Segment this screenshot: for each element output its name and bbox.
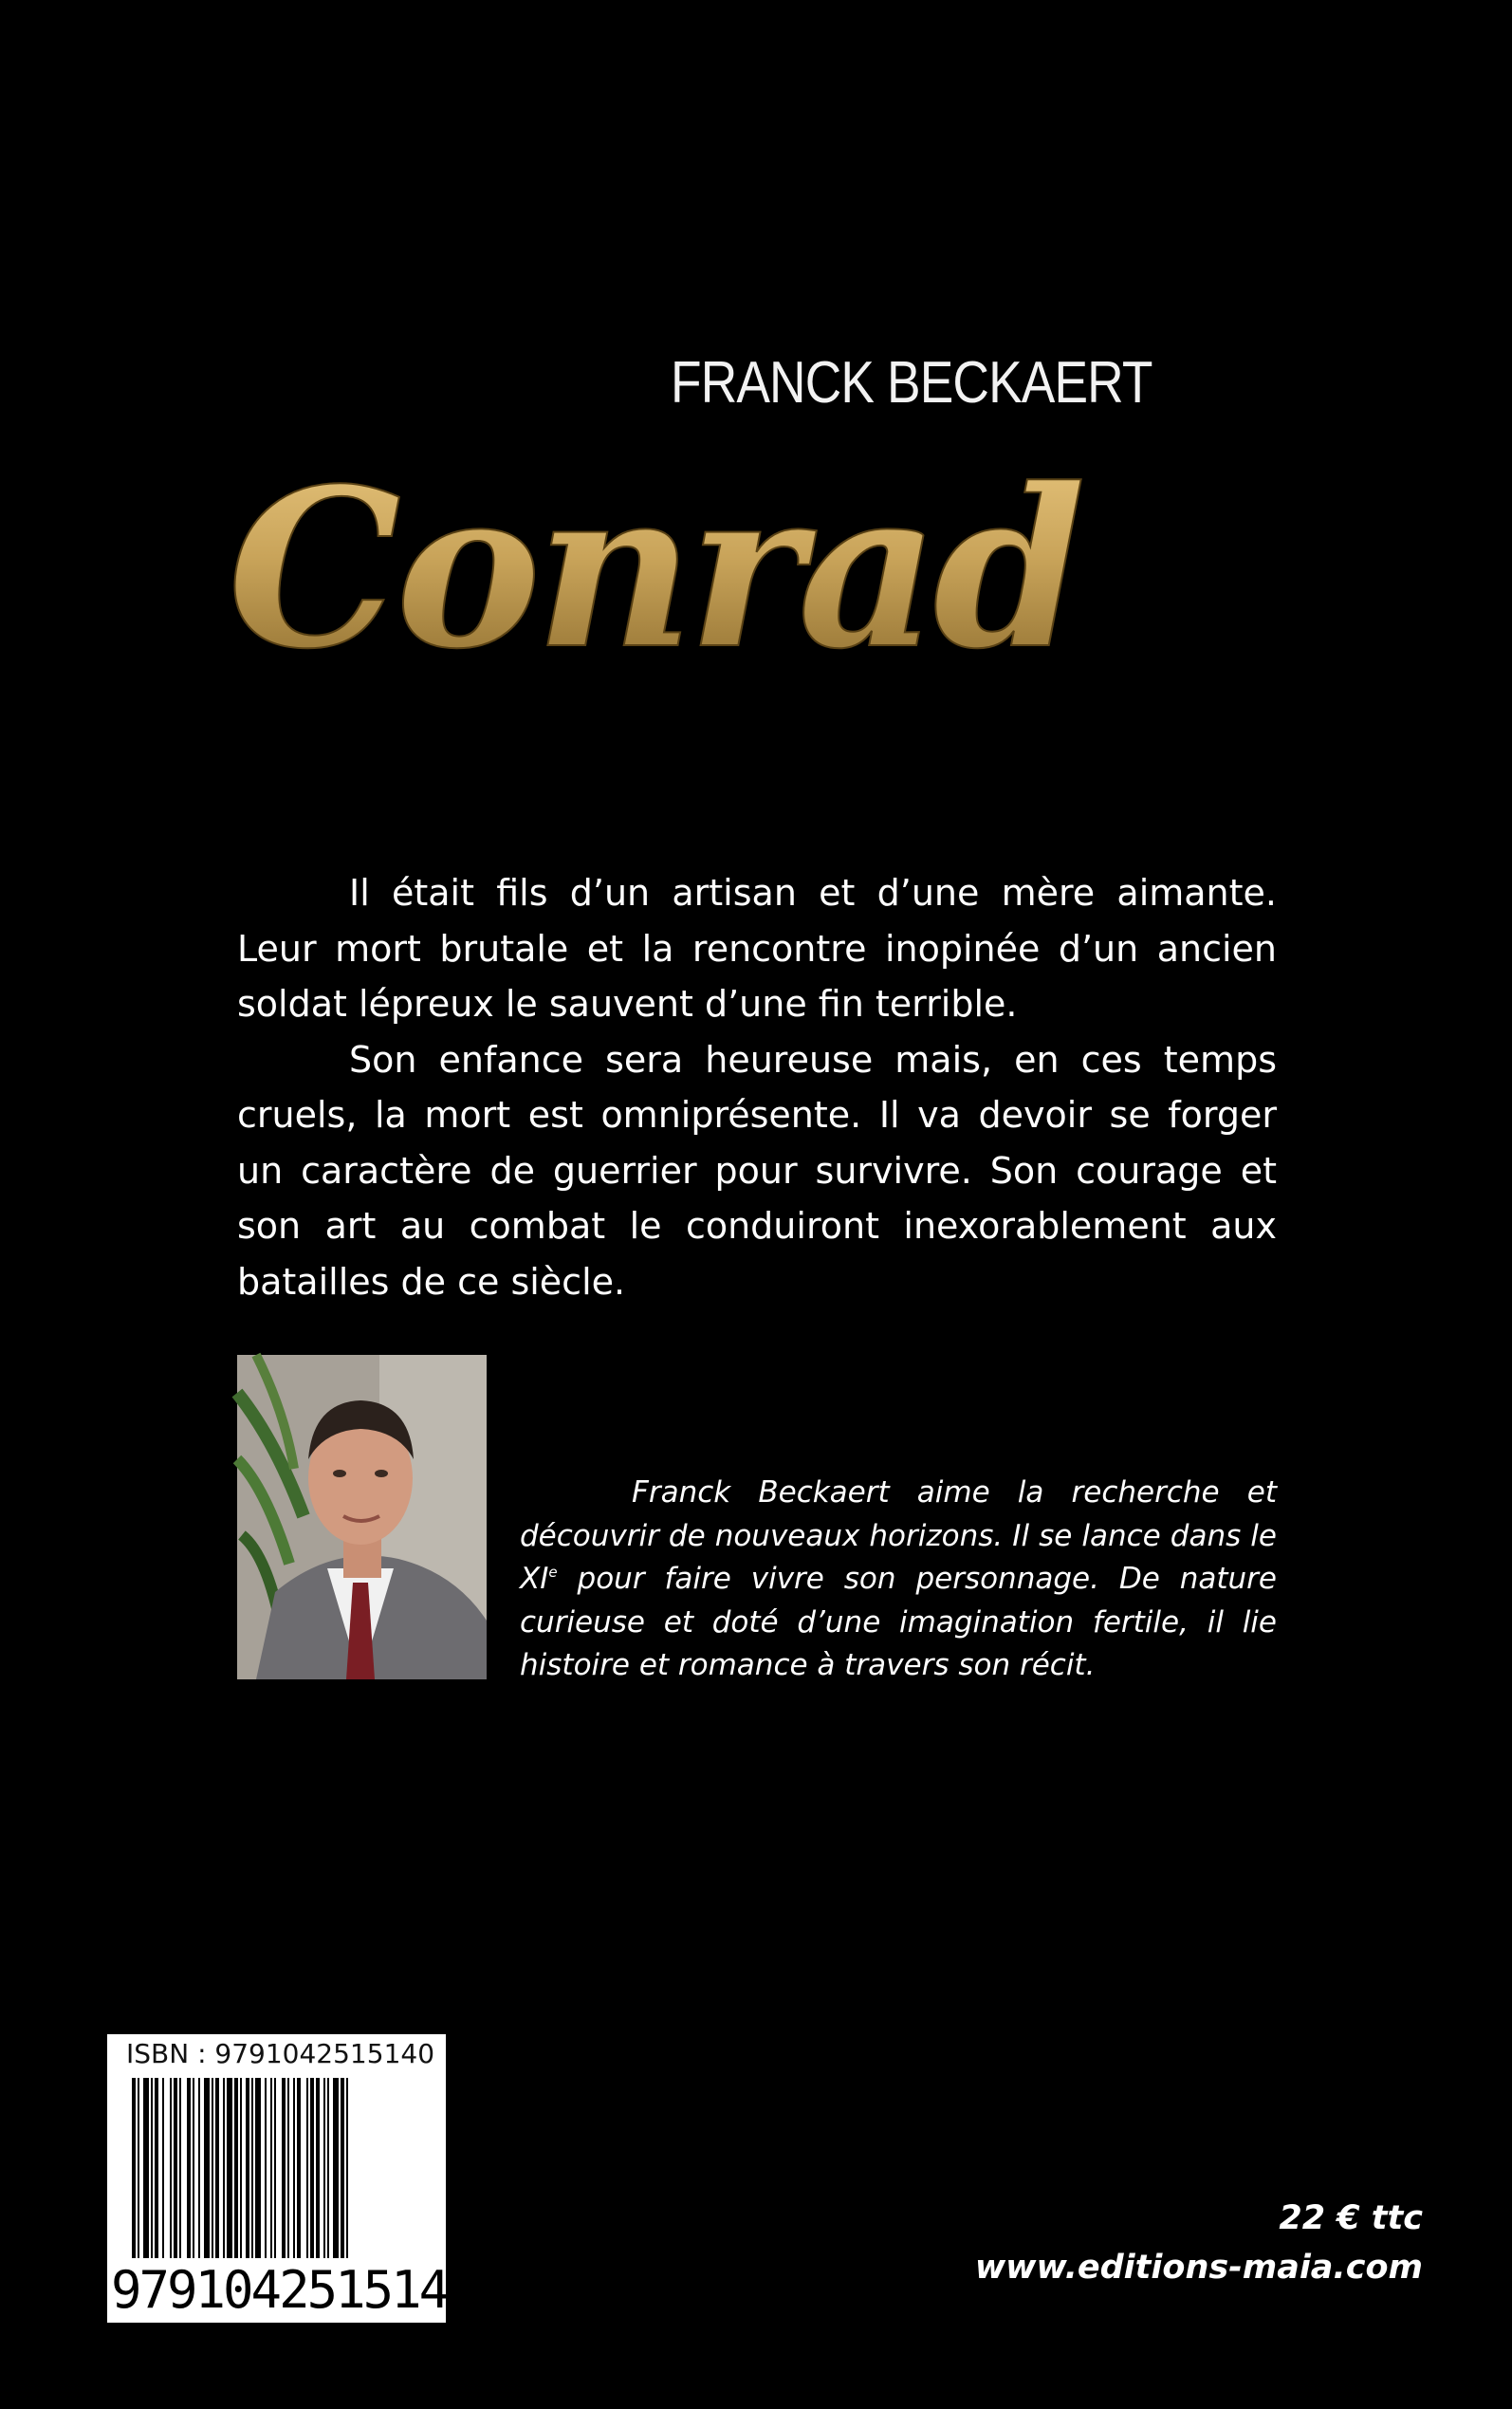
- barcode: [107, 2034, 475, 2323]
- author-photo: [237, 1355, 487, 1679]
- barcode-bar: [346, 2078, 348, 2258]
- barcode-bar: [151, 2078, 153, 2258]
- barcode-bar: [306, 2078, 308, 2258]
- barcode-bar: [274, 2078, 276, 2258]
- barcode-bar: [198, 2078, 200, 2258]
- barcode-bar: [287, 2078, 289, 2258]
- barcode-bar: [246, 2078, 249, 2258]
- price: 22 € ttc: [1279, 2199, 1423, 2237]
- barcode-bar: [251, 2078, 253, 2258]
- barcode-bar: [341, 2078, 344, 2258]
- bio-text-continued: pour faire vivre son personnage. De nature curieuse et doté d’une imagination fertile, il lie histoire et romance à travers son récit.: [520, 1562, 1277, 1682]
- barcode-bar: [240, 2078, 242, 2258]
- barcode-bar: [227, 2078, 232, 2258]
- isbn-digits: 9791042515140: [111, 2260, 475, 2320]
- barcode-bar: [187, 2078, 191, 2258]
- barcode-bars: [132, 2078, 421, 2258]
- synopsis-paragraph: Il était fils d’un artisan et d’une mère aimante. Leur mort brutale et la rencontre inopinée d’un ancien soldat lépreux le sauvent d’une fin terrible.: [237, 872, 1277, 1025]
- barcode-bar: [234, 2078, 238, 2258]
- barcode-bar: [204, 2078, 210, 2258]
- barcode-bar: [223, 2078, 225, 2258]
- barcode-bar: [265, 2078, 267, 2258]
- author-bio: [520, 1472, 1277, 1688]
- bio-superscript: e: [548, 1564, 558, 1581]
- barcode-bar: [293, 2078, 295, 2258]
- isbn-label: ISBN : 9791042515140: [126, 2038, 435, 2069]
- author-name: FRANCK BECKAERT: [671, 350, 1152, 416]
- publisher-website[interactable]: www.editions-maia.com: [974, 2249, 1423, 2287]
- book-title-text: Conrad: [228, 441, 1080, 697]
- barcode-bar: [215, 2078, 219, 2258]
- barcode-bar: [138, 2078, 139, 2258]
- barcode-bar: [316, 2078, 320, 2258]
- synopsis: [237, 865, 1277, 1309]
- barcode-bar: [270, 2078, 272, 2258]
- barcode-bar: [155, 2078, 158, 2258]
- barcode-bar: [310, 2078, 314, 2258]
- book-title: [218, 427, 1080, 712]
- barcode-bar: [282, 2078, 286, 2258]
- barcode-bar: [179, 2078, 181, 2258]
- barcode-bar: [333, 2078, 339, 2258]
- barcode-bar: [255, 2078, 261, 2258]
- barcode-bar: [132, 2078, 136, 2258]
- barcode-bar: [327, 2078, 329, 2258]
- synopsis-paragraph: Son enfance sera heureuse mais, en ces temps cruels, la mort est omniprésente. Il va devoir se forger un caractère de guerrier pour survivre. Son courage et son art au combat le conduiront inexorablement aux batailles de ce siècle.: [237, 1038, 1277, 1303]
- barcode-bar: [162, 2078, 164, 2258]
- barcode-bar: [212, 2078, 213, 2258]
- barcode-bar: [193, 2078, 194, 2258]
- barcode-bar: [297, 2078, 301, 2258]
- barcode-bar: [143, 2078, 149, 2258]
- barcode-bar: [323, 2078, 325, 2258]
- bio-text: Franck Beckaert aime la recherche et découvrir de nouveaux horizons. Il se lance dans le XI: [520, 1475, 1277, 1596]
- barcode-bar: [174, 2078, 177, 2258]
- barcode-bar: [170, 2078, 172, 2258]
